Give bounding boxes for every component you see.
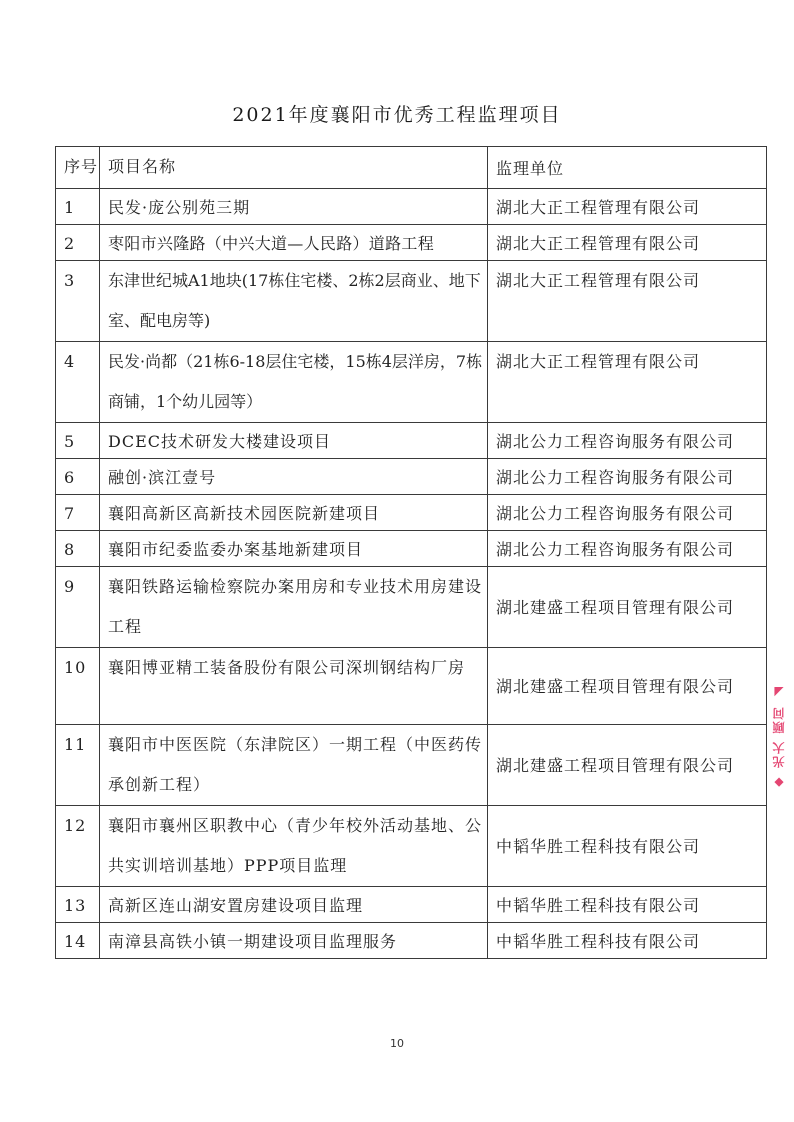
row-seq: 11 bbox=[56, 725, 100, 806]
table-row bbox=[56, 459, 767, 495]
header-project-name: 项目名称 bbox=[100, 147, 488, 189]
row-supervision-unit: 湖北大正工程管理有限公司 bbox=[488, 261, 767, 342]
row-supervision-unit: 湖北大正工程管理有限公司 bbox=[488, 225, 767, 261]
row-supervision-unit: 湖北公力工程咨询服务有限公司 bbox=[488, 495, 767, 531]
row-supervision-unit: 湖北公力工程咨询服务有限公司 bbox=[488, 531, 767, 567]
table-row bbox=[56, 189, 767, 225]
row-project-name: 民发·庞公别苑三期 bbox=[100, 189, 488, 225]
table-row bbox=[56, 725, 767, 806]
row-supervision-unit: 湖北大正工程管理有限公司 bbox=[488, 342, 767, 423]
row-project-name: 民发·尚都（21栋6-18层住宅楼，15栋4层洋房，7栋商铺，1个幼儿园等） bbox=[100, 342, 488, 423]
page-number: 10 bbox=[390, 1037, 404, 1050]
row-project-name: 襄阳高新区高新技术园医院新建项目 bbox=[100, 495, 488, 531]
table-row bbox=[56, 567, 767, 648]
row-supervision-unit: 湖北公力工程咨询服务有限公司 bbox=[488, 459, 767, 495]
row-project-name: 东津世纪城A1地块(17栋住宅楼、2栋2层商业、地下室、配电房等) bbox=[100, 261, 488, 342]
row-seq: 5 bbox=[56, 423, 100, 459]
row-supervision-unit: 中韬华胜工程科技有限公司 bbox=[488, 923, 767, 959]
row-supervision-unit: 湖北建盛工程项目管理有限公司 bbox=[488, 725, 767, 806]
table-row bbox=[56, 531, 767, 567]
row-supervision-unit: 湖北建盛工程项目管理有限公司 bbox=[488, 648, 767, 725]
row-supervision-unit: 湖北建盛工程项目管理有限公司 bbox=[488, 567, 767, 648]
table-row bbox=[56, 923, 767, 959]
table-row bbox=[56, 225, 767, 261]
row-project-name: 融创·滨江壹号 bbox=[100, 459, 488, 495]
row-project-name: 枣阳市兴隆路（中兴大道—人民路）道路工程 bbox=[100, 225, 488, 261]
row-project-name: 襄阳市中医医院（东津院区）一期工程（中医药传承创新工程） bbox=[100, 725, 488, 806]
table-row bbox=[56, 887, 767, 923]
row-seq: 6 bbox=[56, 459, 100, 495]
row-seq: 13 bbox=[56, 887, 100, 923]
header-supervision-unit: 监理单位 bbox=[488, 147, 767, 189]
row-supervision-unit: 湖北公力工程咨询服务有限公司 bbox=[488, 423, 767, 459]
row-seq: 7 bbox=[56, 495, 100, 531]
red-seal-stamp-fragment: ◆ 光大 顾问 ◢ bbox=[772, 683, 786, 790]
table-row bbox=[56, 806, 767, 887]
row-project-name: 高新区连山湖安置房建设项目监理 bbox=[100, 887, 488, 923]
row-seq: 8 bbox=[56, 531, 100, 567]
row-seq: 2 bbox=[56, 225, 100, 261]
row-seq: 3 bbox=[56, 261, 100, 342]
row-supervision-unit: 湖北大正工程管理有限公司 bbox=[488, 189, 767, 225]
row-project-name: 襄阳市襄州区职教中心（青少年校外活动基地、公共实训培训基地）PPP项目监理 bbox=[100, 806, 488, 887]
row-project-name: 南漳县高铁小镇一期建设项目监理服务 bbox=[100, 923, 488, 959]
row-project-name: 襄阳市纪委监委办案基地新建项目 bbox=[100, 531, 488, 567]
table-row bbox=[56, 342, 767, 423]
table-row bbox=[56, 261, 767, 342]
row-seq: 9 bbox=[56, 567, 100, 648]
table-row bbox=[56, 495, 767, 531]
table-row bbox=[56, 648, 767, 725]
projects-table bbox=[55, 146, 767, 959]
page-title: 2021年度襄阳市优秀工程监理项目 bbox=[232, 104, 562, 126]
table-header-row bbox=[56, 147, 767, 189]
row-project-name: DCEC技术研发大楼建设项目 bbox=[100, 423, 488, 459]
row-seq: 14 bbox=[56, 923, 100, 959]
row-supervision-unit: 中韬华胜工程科技有限公司 bbox=[488, 806, 767, 887]
row-project-name: 襄阳铁路运输检察院办案用房和专业技术用房建设工程 bbox=[100, 567, 488, 648]
header-seq: 序号 bbox=[56, 147, 100, 189]
row-seq: 1 bbox=[56, 189, 100, 225]
table-row bbox=[56, 423, 767, 459]
row-supervision-unit: 中韬华胜工程科技有限公司 bbox=[488, 887, 767, 923]
row-seq: 12 bbox=[56, 806, 100, 887]
row-seq: 4 bbox=[56, 342, 100, 423]
row-project-name: 襄阳博亚精工装备股份有限公司深圳钢结构厂房 bbox=[100, 648, 488, 725]
row-seq: 10 bbox=[56, 648, 100, 725]
